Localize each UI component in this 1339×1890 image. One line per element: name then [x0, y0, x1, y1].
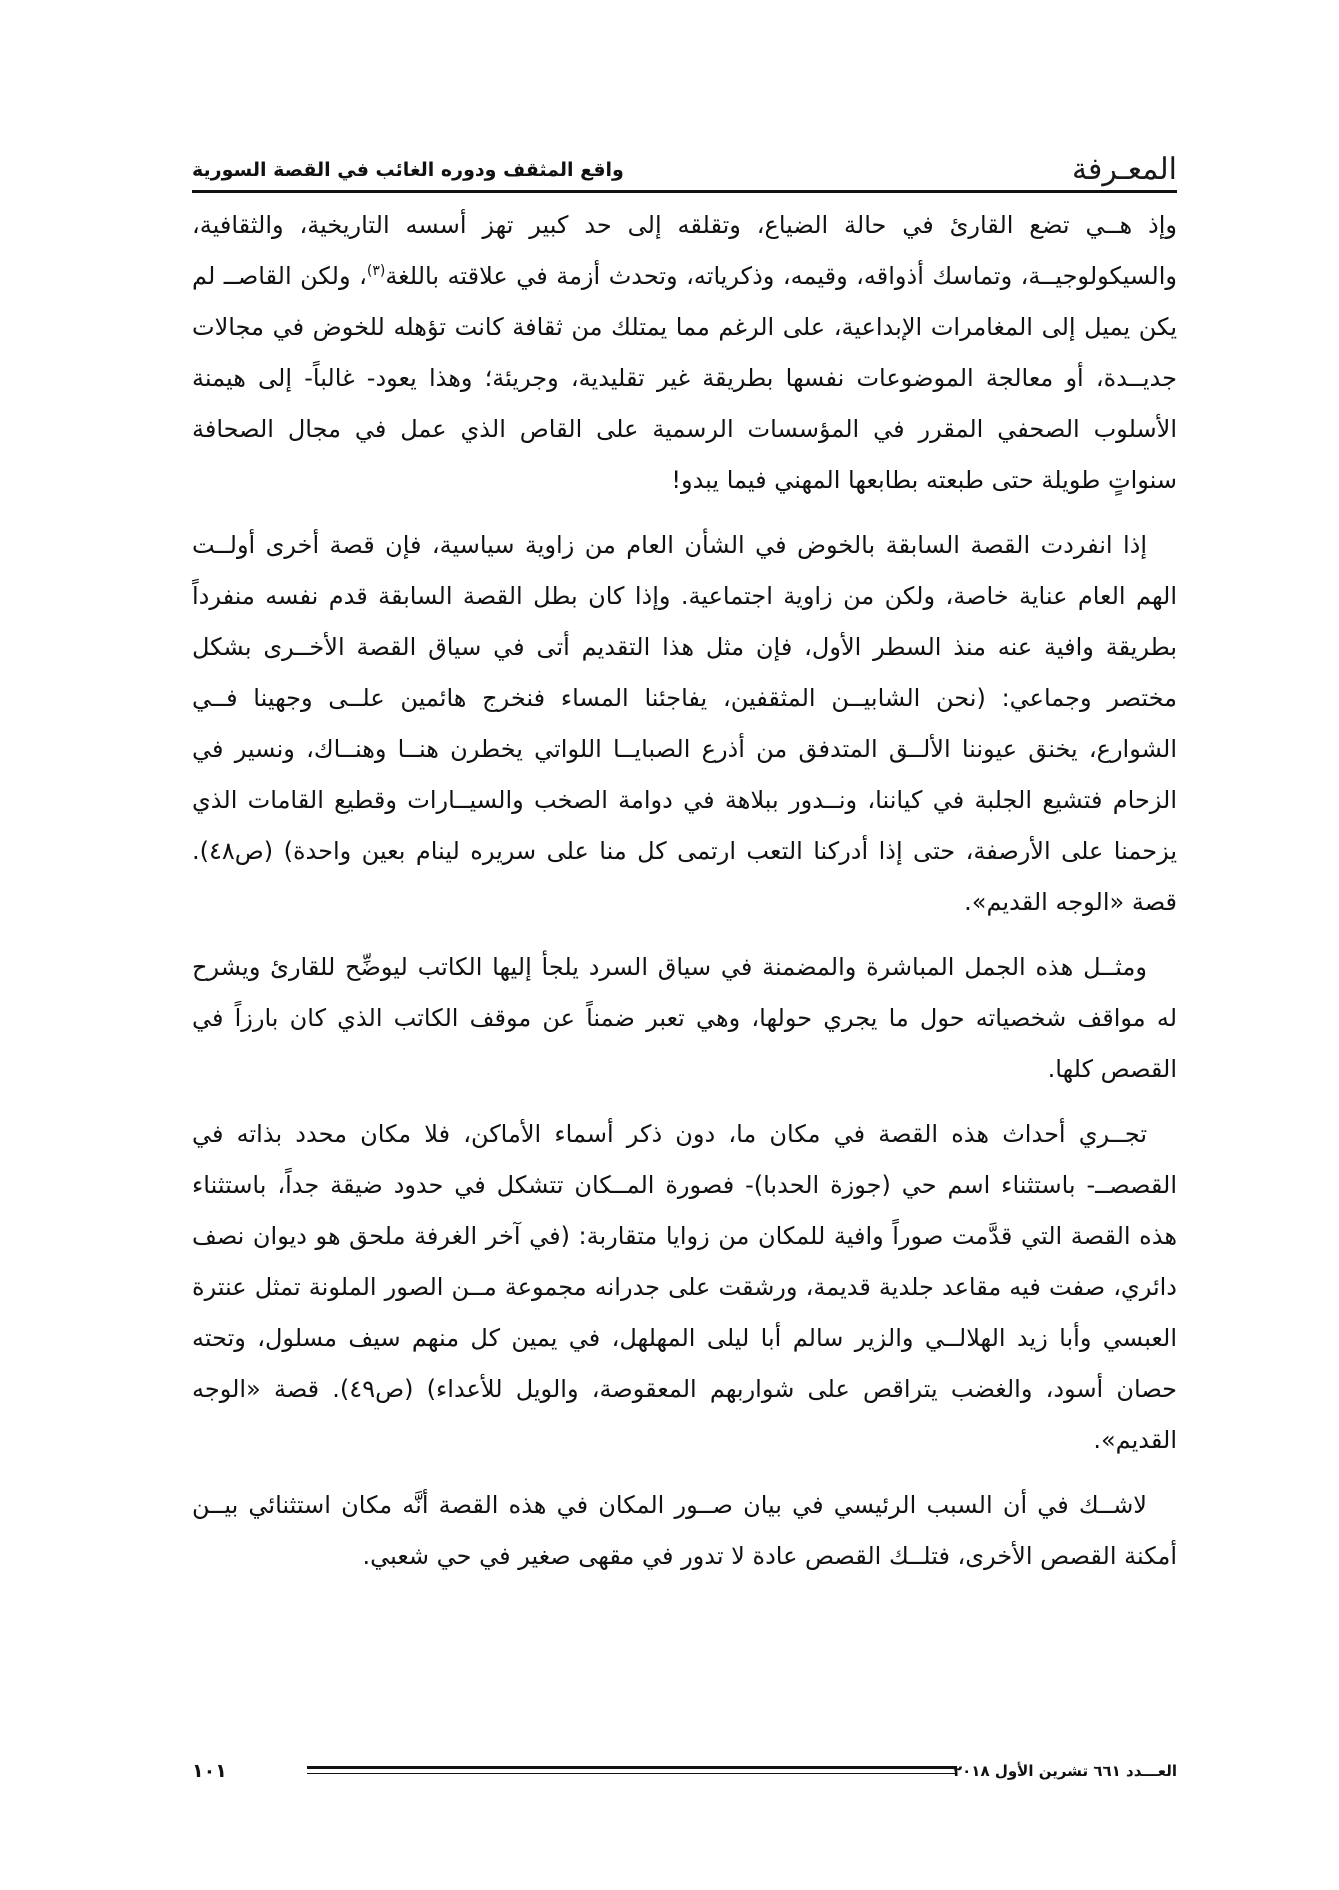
- footer-rule: [307, 1766, 957, 1776]
- article-body: [192, 200, 1177, 1596]
- page-number: ١٠١: [192, 1760, 227, 1782]
- magazine-logo: المعـرفة: [1071, 152, 1177, 187]
- paragraph-1-continuation: ، ولكن القاصــ لم يكن يميل إلى المغامرات الإبداعية، على الرغم مما يمتلك من ثقافة كانت تؤهله للخوض في مجالات جديــدة، أو معالجة الموضوعات نفسها بطريقة غير تقليدية، وجريئة؛ وهذا يعود- غالباً- إلى هيمنة الأسلوب الصحفي المقرر في المؤسسات الرسمية على القاص الذي عمل في مجال الصحافة سنواتٍ طويلة حتى طبعته بطابعها المهني فيما يبدو!: [192, 262, 1177, 494]
- footer-rule-thick: [307, 1766, 957, 1769]
- paragraph-5: لاشــك في أن السبب الرئيسي في بيان صــور المكان في هذه القصة أنَّه مكان استثنائي بيــن أمكنة القصص الأخرى، فتلــك القصص عادة لا تدور في مقهى صغير في حي شعبي.: [192, 1491, 1177, 1570]
- running-title: واقع المثقف ودوره الغائب في القصة السورية: [192, 159, 624, 181]
- paragraph-1-text: وإذ هــي تضع القارئ في حالة الضياع، وتقلقه إلى حد كبير تهز أسسه التاريخية، والثقافية، والسيكولوجيــة، وتماسك أذواقه، وقيمه، وذكرياته، وتحدث أزمة في علاقته باللغة: [192, 211, 1178, 290]
- paragraph-3: ومثــل هذه الجمل المباشرة والمضمنة في سياق السرد يلجأ إليها الكاتب ليوضِّح للقارئ ويشرح له مواقف شخصياته حول ما يجري حولها، وهي تعبر ضمناً عن موقف الكاتب الذي كان بارزاً في القصص كلها.: [192, 953, 1177, 1083]
- paragraph-4: تجــري أحداث هذه القصة في مكان ما، دون ذكر أسماء الأماكن، فلا مكان محدد بذاته في القصصــ- باستثناء اسم حي (جوزة الحدبا)- فصورة المــكان تتشكل في حدود ضيقة جداً، باستثناء هذه القصة التي قدَّمت صوراً وافية للمكان من زوايا متقاربة: (في آخر الغرفة ملحق هو ديوان نصف دائري، صفت فيه مقاعد جلدية قديمة، ورشقت على جدرانه مجموعة مــن الصور الملونة تمثل عنترة العبسي وأبا زيد الهلالــي والزير سالم أبا ليلى المهلهل، في يمين كل منهم سيف مسلول، وتحته حصان أسود، والغضب يتراقص على شواربهم المعقوصة، والويل للأعداء) (ص٤٩). قصة «الوجه القديم».: [192, 1120, 1178, 1454]
- page-header: [192, 150, 1177, 190]
- issue-info: العـــدد ٦٦١ تشرين الأول ٢٠١٨: [953, 1762, 1177, 1780]
- paragraph-2: إذا انفردت القصة السابقة بالخوض في الشأن العام من زاوية سياسية، فإن قصة أخرى أولــت الهم العام عناية خاصة، ولكن من زاوية اجتماعية. وإذا كان بطل القصة السابقة قدم نفسه منفرداً بطريقة وافية عنه منذ السطر الأول، فإن مثل هذا التقديم أتى في سياق القصة الأخــرى بشكل مختصر وجماعي: (نحن الشابيــن المثقفين، يفاجئنا المساء فنخرج هائمين علــى وجهينا فــي الشوارع، يخنق عيوننا الألــق المتدفق من أذرع الصبايــا اللواتي يخطرن هنــا وهنــاك، ونسير في الزحام فتشيع الجلبة في كياننا، ونــدور ببلاهة في دوامة الصخب والسيــارات وقطيع القامات الذي يزحمنا على الأرصفة، حتى إذا أدركنا التعب ارتمى كل منا على سريره لينام بعين واحدة) (ص٤٨). قصة «الوجه القديم».: [192, 531, 1177, 916]
- paragraph-1: [192, 200, 1177, 506]
- footnote-marker: (٣): [366, 263, 386, 279]
- footer-rule-thin: [307, 1773, 957, 1774]
- header-rule: [192, 190, 1177, 193]
- page-footer: [192, 1758, 1177, 1786]
